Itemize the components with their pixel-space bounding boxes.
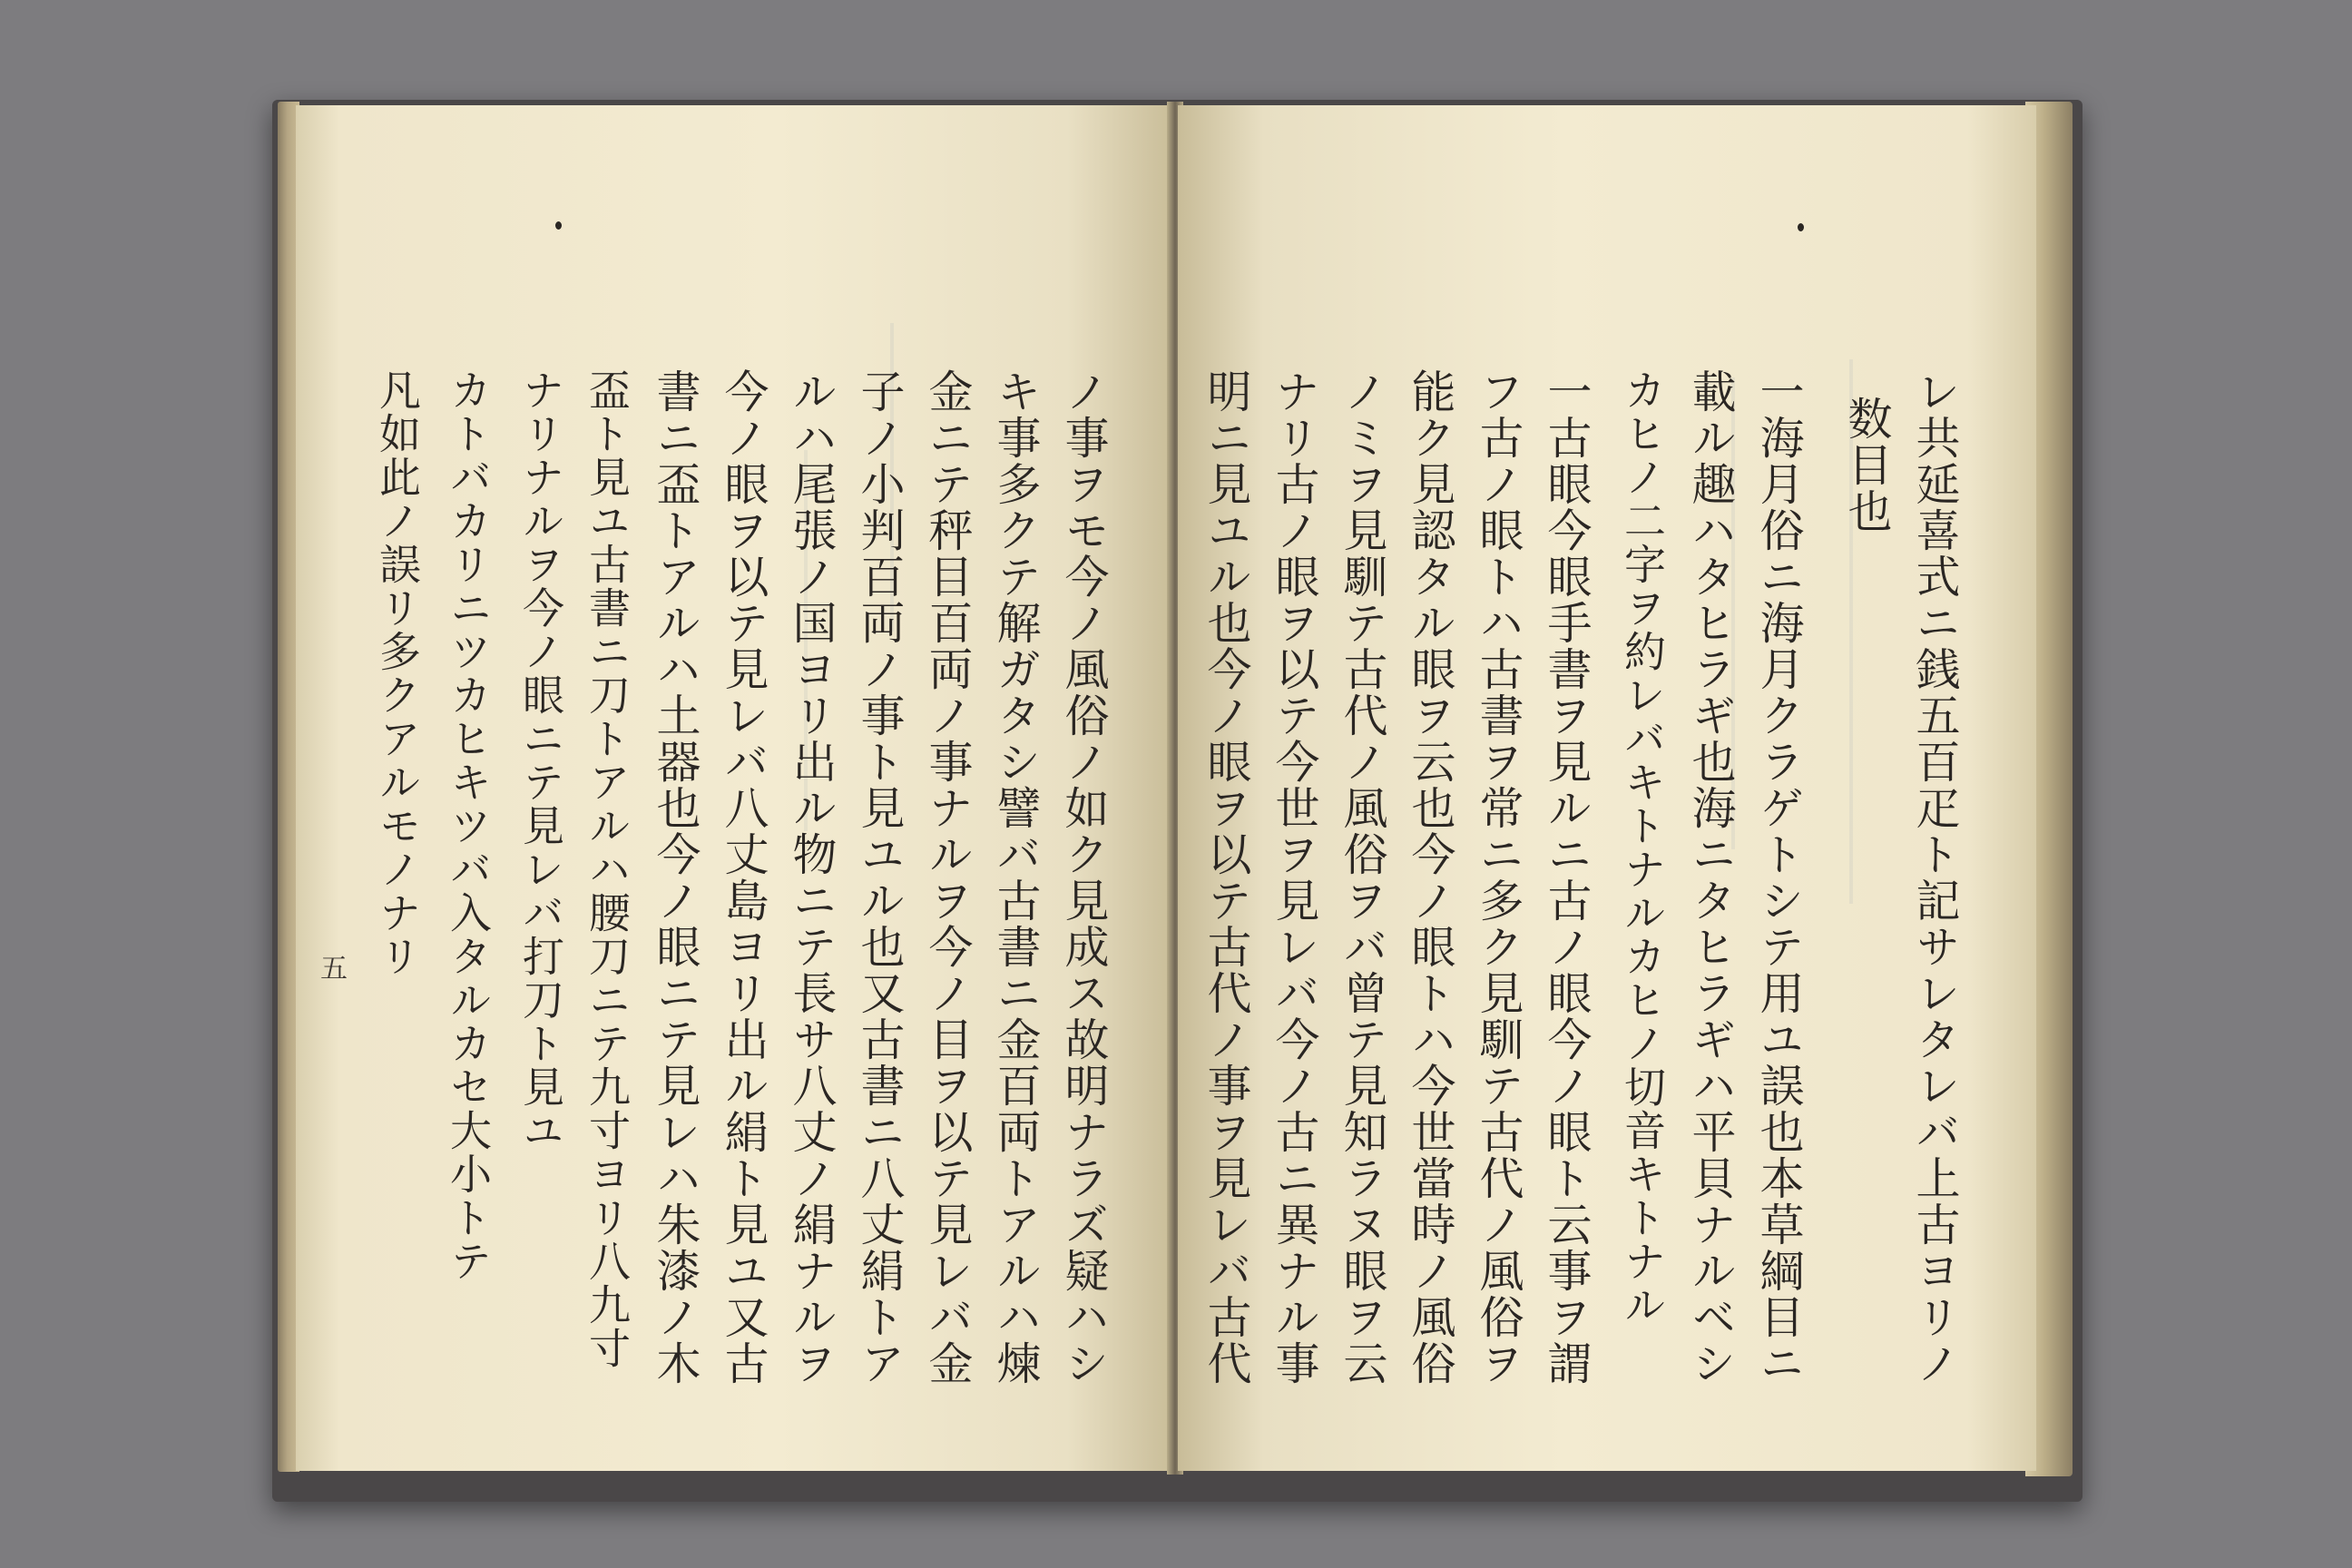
text-column-4: 載ル趣ハタヒラギ也海ニタヒラギハ平貝ナルベシ bbox=[1685, 368, 1737, 1387]
text-column-1: ノ事ヲモ今ノ風俗ノ如ク見成ス故明ナラズ疑ハシ bbox=[1058, 368, 1110, 1387]
text-column-7: 書ニ盃トアルハ土器也今ノ眼ニテ見レハ朱漆ノ木 bbox=[650, 368, 701, 1387]
text-column-8: 能ク見認タル眼ヲ云也今ノ眼トハ今世當時ノ風俗 bbox=[1405, 368, 1456, 1387]
folio-number: 五 bbox=[315, 954, 347, 981]
text-column-4: 子ノ小判百両ノ事ト見ユル也又古書ニ八丈絹トア bbox=[854, 368, 906, 1387]
text-column-9: ノミヲ見馴テ古代ノ風俗ヲバ曾テ見知ラヌ眼ヲ云 bbox=[1337, 368, 1388, 1387]
text-column-6: 今ノ眼ヲ以テ見レバ八丈島ヨリ出ル絹ト見ユ又古 bbox=[718, 368, 769, 1387]
text-column-8: 盃ト見ユ古書ニ刀トアルハ腰刀ニテ九寸ヨリ八九寸 bbox=[583, 368, 632, 1370]
right-page bbox=[1178, 105, 2036, 1471]
text-column-2: キ事多クテ解ガタシ譬バ古書ニ金百両トアルハ煉 bbox=[990, 368, 1042, 1387]
text-column-2: 数目也 bbox=[1841, 396, 1893, 534]
text-column-11: 明ニ見ユル也今ノ眼ヲ以テ古代ノ事ヲ見レバ古代 bbox=[1200, 368, 1252, 1387]
text-column-5: ルハ尾張ノ国ヨリ出ル物ニテ長サ八丈ノ絹ナルヲ bbox=[786, 368, 838, 1387]
text-column-10: カトバカリニツカヒキツバ入タルカセ大小トテ bbox=[444, 368, 493, 1283]
text-column-1: レ共延喜式ニ銭五百疋ト記サレタレバ上古ヨリノ bbox=[1909, 368, 1961, 1387]
text-column-10: ナリ古ノ眼ヲ以テ今世ヲ見レバ今ノ古ニ異ナル事 bbox=[1269, 368, 1320, 1387]
text-column-9: ナリナルヲ今ノ眼ニテ見レバ打刀ト見ユ bbox=[516, 368, 565, 1152]
left-page bbox=[296, 105, 1172, 1471]
page-mark bbox=[1798, 223, 1804, 231]
page-mark bbox=[555, 221, 562, 230]
text-column-3: 金ニテ秤目百両ノ事ナルヲ今ノ目ヲ以テ見レバ金 bbox=[922, 368, 974, 1387]
text-column-11: 凡如此ノ誤リ多クアルモノナリ bbox=[373, 368, 422, 978]
text-column-3: 一海月俗ニ海月クラゲトシテ用ユ誤也本草綱目ニ bbox=[1753, 368, 1805, 1387]
text-column-5: カヒノ二字ヲ約レバキトナルカヒノ切音キトナル bbox=[1618, 368, 1667, 1327]
text-column-7: フ古ノ眼トハ古書ヲ常ニ多ク見馴テ古代ノ風俗ヲ bbox=[1473, 368, 1524, 1387]
text-column-6: 一古眼今眼手書ヲ見ルニ古ノ眼今ノ眼ト云事ヲ謂 bbox=[1541, 368, 1592, 1387]
